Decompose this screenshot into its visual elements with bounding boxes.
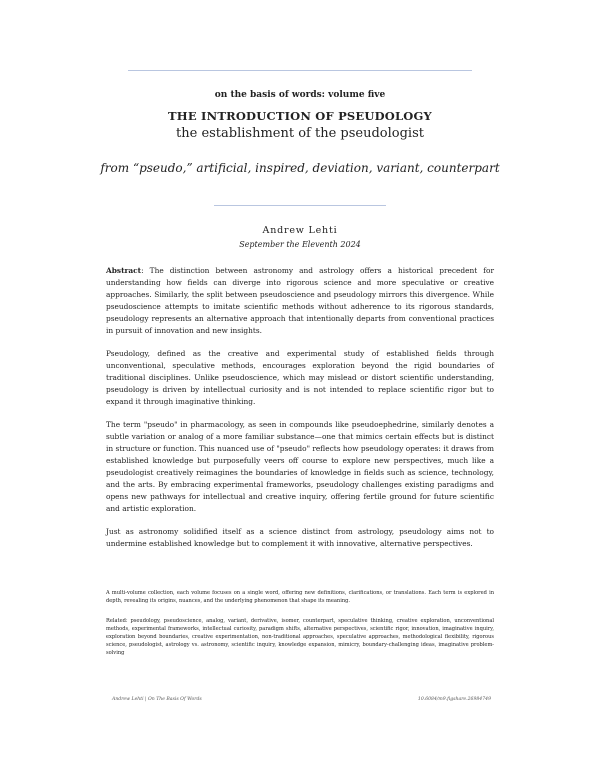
paragraph-3: The term "pseudo" in pharmacology, as seen in compounds like pseudoephedrine, similarly denotes a subtle variation or analog of a more familiar substance—one that mimics certain effects but is distinct in structure or function. This nuanced use of "pseudo" reflects how pseudology operates: it draws from established knowledge but purposefully veers off course to explore new perspectives, much like a pseudologist creatively reimagines the boundaries of knowledge in fields such as science, technology, and the arts. By embracing experimental frameworks, pseudology challenges existing paradigms and opens new pathways for intellectual and creative inquiry, offering fertile ground for future scientific and artistic exploration. bbox=[106, 420, 494, 513]
etymology-line: from “pseudo,” artificial, inspired, deviation, variant, counterpart bbox=[100, 161, 500, 175]
mid-divider bbox=[214, 205, 386, 206]
related-terms: Related: pseudology, pseudoscience, analog, variant, derivative, isomer, counterpart, speculative thinking, creative exploration, unconventional methods, experimental frameworks, intellectual curiosity, paradigm shifts, alternative perspectives, scientific rigor, innovation, imaginative inquiry, exploration beyond boundaries, creative experimentation, non-traditional approaches, speculative approaches, methodological flexibility, rigorous science, pseudologist, astrology vs. astronomy, scientific inquiry, knowledge expansion, mimicry, boundary-challenging ideas, imaginative problem-solving bbox=[106, 618, 494, 656]
abstract-paragraph bbox=[106, 265, 494, 337]
collection-note: A multi-volume collection, each volume focuses on a single word, offering new definitions, clarifications, or translations. Each term is explored in depth, revealing its origins, nuances, and the underlying phenomenon that shape its meaning. bbox=[106, 590, 494, 604]
series-label: on the basis of words: volume five bbox=[214, 90, 386, 100]
body-text bbox=[106, 265, 494, 561]
paragraph-2: Pseudology, defined as the creative and experimental study of established fields through unconventional, speculative methods, encourages exploration beyond the rigid boundaries of traditional disciplines. Unlike pseudoscience, which may mislead or distort scientific understanding, pseudology is driven by intellectual curiosity and is not intended to replace scientific rigor but to expand it through imaginative thinking. bbox=[106, 349, 494, 406]
abstract-label: Abstract bbox=[106, 266, 142, 275]
paragraph-4: Just as astronomy solidified itself as a science distinct from astrology, pseudology aims not to undermine established knowledge but to complement it with innovative, alternative perspectives. bbox=[106, 527, 494, 548]
author-name: Andrew Lehti bbox=[262, 225, 338, 236]
footer-doi: 10.6084/m9.figshare.26984749 bbox=[417, 697, 491, 702]
abstract-text: : The distinction between astronomy and astrology offers a historical precedent for understanding how fields can diverge into rigorous science and more speculative or creative approaches. Similarly, the split between pseudoscience and pseudology mirrors this divergence. While pseudoscience attempts to imitate scientific methods without adherence to its rigorous standards, pseudology represents an alternative approach that intentionally departs from conventional practices in pursuit of innovation and new insights. bbox=[106, 266, 494, 335]
paper-title: THE INTRODUCTION OF PSEUDOLOGY bbox=[168, 109, 432, 123]
publication-date: September the Eleventh 2024 bbox=[239, 240, 361, 249]
footer-left: Andrew Lehti | On The Basis Of Words bbox=[112, 697, 202, 702]
paper-subtitle: the establishment of the pseudologist bbox=[176, 126, 424, 141]
top-divider bbox=[128, 70, 472, 71]
